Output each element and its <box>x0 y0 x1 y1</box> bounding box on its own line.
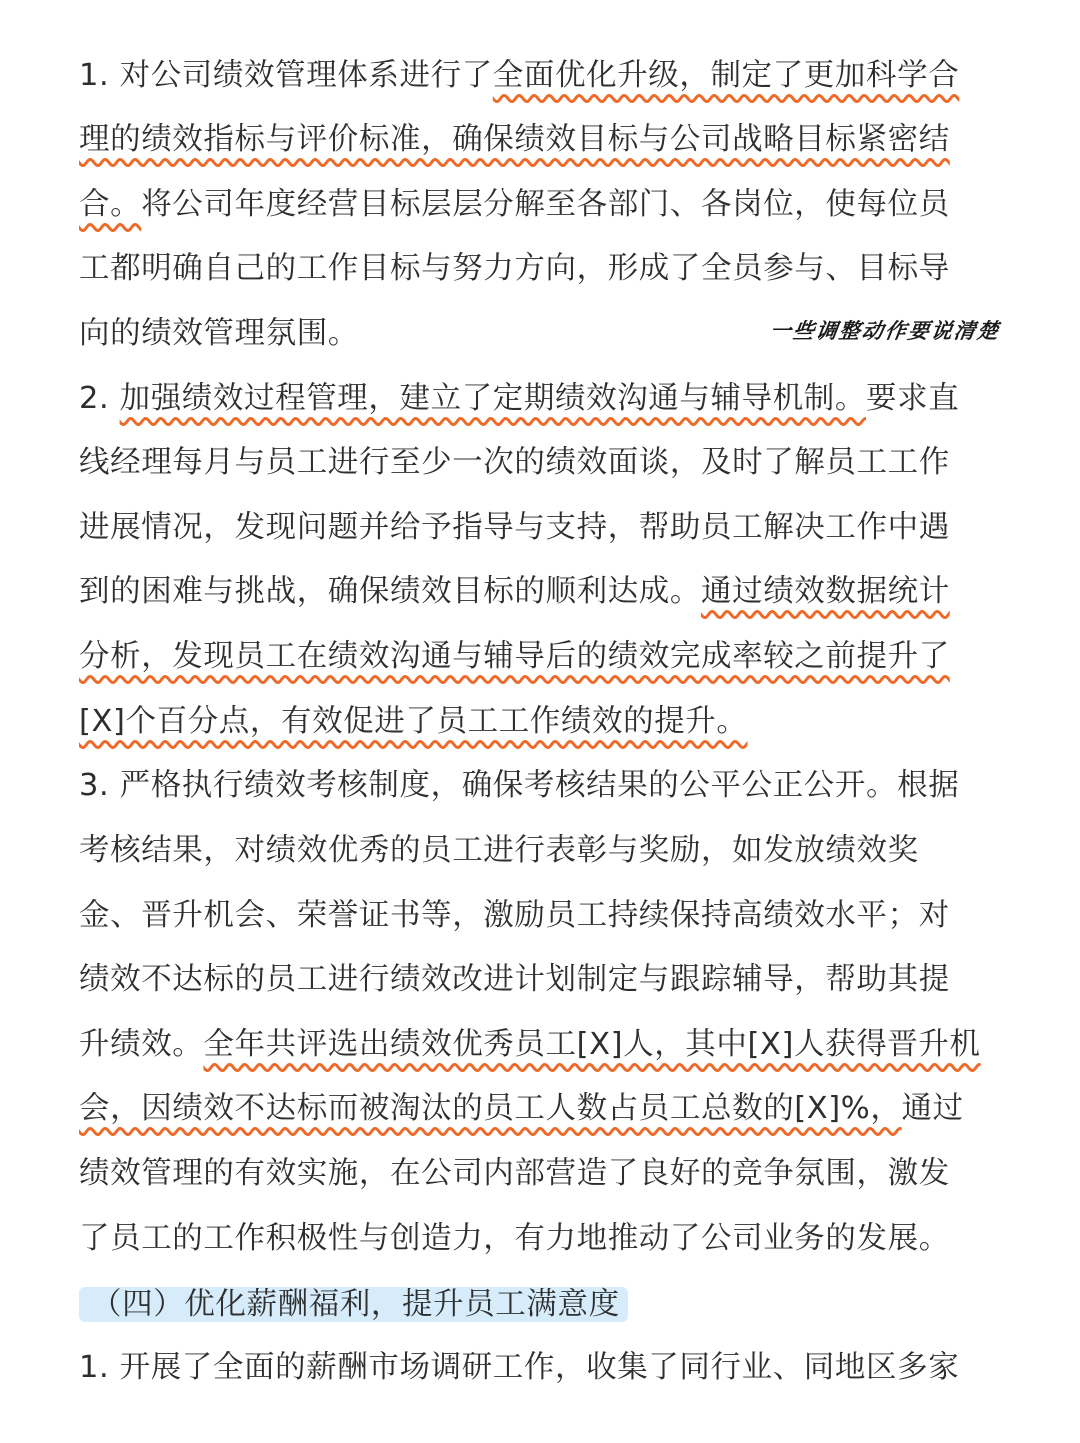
wavy-underlined-text: 全年共评选出绩效优秀员工[X]人，其中[X]人获得晋升机 <box>203 1027 981 1062</box>
text-line <box>79 702 1019 742</box>
text-line <box>79 249 1019 289</box>
wavy-underlined-text: 合。 <box>79 187 142 222</box>
text-plain: 通过 <box>901 1091 964 1126</box>
text-line <box>79 1089 1019 1129</box>
text-line <box>79 379 1019 419</box>
text-line <box>79 896 1019 936</box>
text-line <box>79 120 1019 160</box>
text-plain: 要求直 <box>866 381 960 416</box>
text-plain: 进展情况，发现问题并给予指导与支持，帮助员工解决工作中遇 <box>79 510 950 545</box>
text-plain: 1. 对公司绩效管理体系进行了 <box>79 58 493 93</box>
text-line <box>79 443 1019 483</box>
text-line <box>79 637 1019 677</box>
text-plain: 线经理每月与员工进行至少一次的绩效面谈，及时了解员工工作 <box>79 445 950 480</box>
text-line <box>79 1348 1019 1388</box>
text-plain: 到的困难与挑战，确保绩效目标的顺利达成。 <box>79 574 701 609</box>
text-plain: 绩效不达标的员工进行绩效改进计划制定与跟踪辅导，帮助其提 <box>79 962 950 997</box>
text-plain: 绩效管理的有效实施，在公司内部营造了良好的竞争氛围，激发 <box>79 1156 950 1191</box>
text-line <box>79 56 1019 96</box>
text-plain: 考核结果，对绩效优秀的员工进行表彰与奖励，如发放绩效奖 <box>79 833 919 868</box>
text-line <box>79 572 1019 612</box>
text-plain: 了员工的工作积极性与创造力，有力地推动了公司业务的发展。 <box>79 1221 950 1256</box>
text-plain: 2. <box>79 381 120 416</box>
handwritten-note: 一些调整动作要说清楚 <box>768 318 1002 343</box>
section-heading-highlight: （四）优化薪酬福利，提升员工满意度 <box>79 1287 628 1322</box>
text-line <box>79 1025 1019 1065</box>
section-heading <box>79 1284 628 1326</box>
wavy-underlined-text: 通过绩效数据统计 <box>701 574 950 609</box>
text-plain: 金、晋升机会、荣誉证书等，激励员工持续保持高绩效水平；对 <box>79 898 950 933</box>
text-line <box>79 508 1019 548</box>
text-line <box>79 185 1019 225</box>
wavy-underlined-text: 全面优化升级，制定了更加科学合 <box>492 58 960 93</box>
text-plain: 3. 严格执行绩效考核制度，确保考核结果的公平公正公开。根据 <box>79 768 960 803</box>
text-plain: 升绩效。 <box>79 1027 204 1062</box>
text-line <box>79 960 1019 1000</box>
text-plain: 将公司年度经营目标层层分解至各部门、各岗位，使每位员 <box>141 187 950 222</box>
wavy-underlined-text: 会，因绩效不达标而被淘汰的员工人数占员工总数的[X]%， <box>79 1091 902 1126</box>
wavy-underlined-text: 理的绩效指标与评价标准，确保绩效目标与公司战略目标紧密结 <box>79 122 950 157</box>
wavy-underlined-text: 加强绩效过程管理，建立了定期绩效沟通与辅导机制。 <box>119 381 867 416</box>
text-plain: 1. 开展了全面的薪酬市场调研工作，收集了同行业、同地区多家 <box>79 1350 960 1385</box>
text-line <box>79 1219 1019 1259</box>
wavy-underlined-text: [X]个百分点，有效促进了员工工作绩效的提升。 <box>79 704 748 739</box>
wavy-underlined-text: 分析，发现员工在绩效沟通与辅导后的绩效完成率较之前提升了 <box>79 639 950 674</box>
text-line <box>79 831 1019 871</box>
text-plain: 向的绩效管理氛围。 <box>79 316 359 351</box>
text-plain: 工都明确自己的工作目标与努力方向，形成了全员参与、目标导 <box>79 251 950 286</box>
text-line <box>79 1154 1019 1194</box>
text-line <box>79 766 1019 806</box>
